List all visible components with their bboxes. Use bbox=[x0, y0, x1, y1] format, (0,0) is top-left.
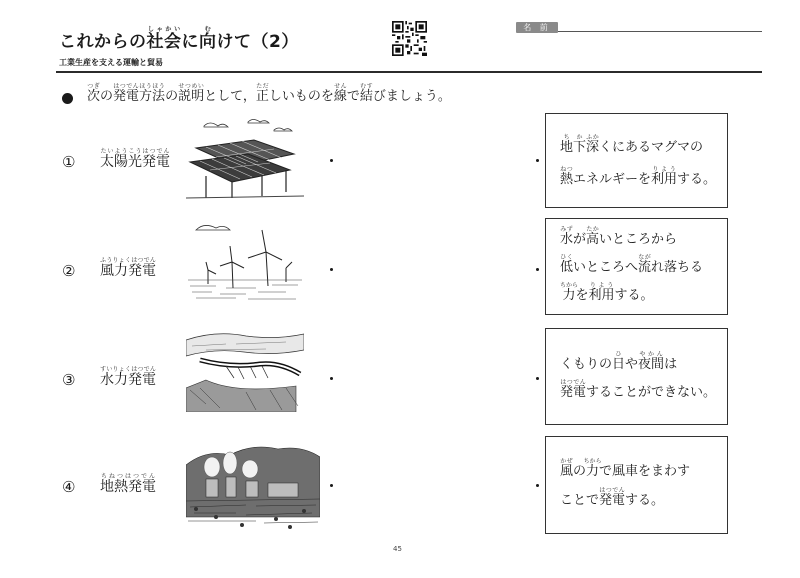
instruction-text: 次つぎの発電はつでん方法ほうほうの説明せつめいとして，正ただしいものを線せんで結むすびましょう。 bbox=[87, 83, 451, 104]
connect-dot-left[interactable] bbox=[330, 159, 333, 162]
description-line: 風かぜの力ちからで風車をまわす bbox=[560, 458, 691, 479]
connect-dot-left[interactable] bbox=[330, 268, 333, 271]
description-line: 地下ちか深ふかくにあるマグマの bbox=[560, 134, 704, 155]
connect-dot-right[interactable] bbox=[536, 159, 539, 162]
description-line: 水みずが高たかいところから bbox=[560, 226, 678, 247]
description-line: 低ひくいところへ流ながれ落ちる bbox=[560, 254, 704, 275]
connect-dot-right[interactable] bbox=[536, 268, 539, 271]
hydro-dam-illustration bbox=[186, 330, 304, 412]
header-divider bbox=[56, 71, 762, 73]
name-field[interactable] bbox=[558, 31, 762, 32]
qr-code-icon[interactable] bbox=[392, 21, 427, 56]
bullet-icon bbox=[62, 93, 73, 104]
description-line: くもりの日ひや夜間やかんは bbox=[560, 351, 678, 372]
item-number: ③ bbox=[62, 371, 76, 389]
description-card bbox=[545, 218, 728, 315]
page-title: これからの社しゃ会かいに向むけて（2） bbox=[59, 26, 299, 52]
item-name: 太陽光発電たいようこうはつでん bbox=[100, 148, 170, 170]
item-number: ② bbox=[62, 262, 76, 280]
description-card bbox=[545, 328, 728, 425]
connect-dot-right[interactable] bbox=[536, 484, 539, 487]
connect-dot-left[interactable] bbox=[330, 484, 333, 487]
geothermal-plant-illustration bbox=[186, 443, 320, 531]
wind-turbine-illustration bbox=[186, 222, 304, 304]
connect-dot-left[interactable] bbox=[330, 377, 333, 380]
description-line: 発電はつでんすることができない。 bbox=[560, 379, 717, 400]
solar-panel-illustration bbox=[186, 118, 304, 200]
connect-dot-right[interactable] bbox=[536, 377, 539, 380]
description-line: ことで発電はつでんする。 bbox=[560, 487, 665, 508]
description-card bbox=[545, 436, 728, 534]
page-number: 45 bbox=[393, 545, 402, 553]
description-line: 熱ねつエネルギーを利用りようする。 bbox=[560, 166, 717, 187]
item-number: ④ bbox=[62, 478, 76, 496]
item-name: 風力発電ふうりょくはつでん bbox=[100, 257, 156, 279]
name-label: 名 前 bbox=[516, 22, 558, 33]
page-subtitle: 工業生産を支える運輸と貿易 bbox=[59, 58, 163, 67]
item-name: 水力発電すいりょくはつでん bbox=[100, 366, 156, 388]
item-name: 地熱発電ちねつはつでん bbox=[100, 473, 156, 495]
item-number: ① bbox=[62, 153, 76, 171]
description-card bbox=[545, 113, 728, 208]
description-line: 力ちからを利用りようする。 bbox=[560, 282, 654, 303]
